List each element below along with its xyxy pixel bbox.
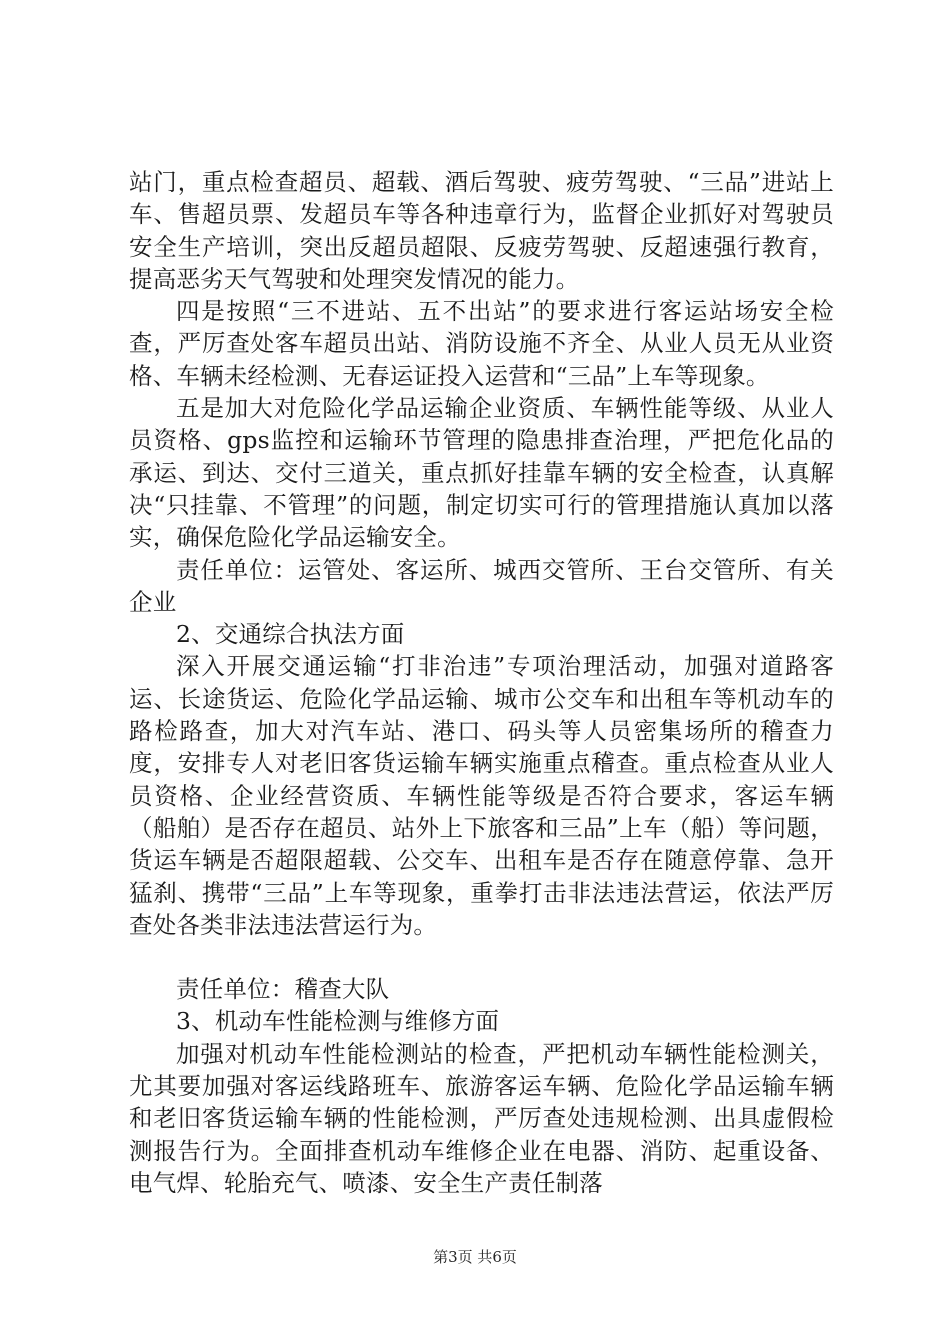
paragraph-vehicle-testing: 加强对机动车性能检测站的检查，严把机动车辆性能检测关，尤其要加强对客运线路班车、旅游客运车辆、危险化学品运输车辆和老旧客货运输车辆的性能检测，严厉查处违规检测、出具虚假检测报告行为。全面排查机动车维修企业在电器、消防、起重设备、电气焊、轮胎充气、喷漆、安全生产责任制落	[129, 1039, 834, 1197]
paragraph-responsible-units: 责任单位：运管处、客运所、城西交管所、王台交管所、有关企业	[129, 555, 834, 616]
paragraph-enforcement: 深入开展交通运输“打非治违”专项治理活动，加强对道路客运、长途货运、危险化学品运输、城市公交车和出租车等机动车的路检路查，加大对汽车站、港口、码头等人员密集场所的稽查力度，安排专人对老旧客货运输车辆实施重点稽查。重点检查从业人员资格、企业经营资质、车辆性能等级是否符合要求，客运车辆（船舶）是否存在超员、站外上下旅客和三品”上车（船）等问题，货运车辆是否超限超载、公交车、出租车是否存在随意停靠、急开猛刹、携带“三品”上车等现象，重拳打击非法违法营运，依法严厉查处各类非法违法营运行为。	[129, 652, 834, 939]
section-heading-3: 3、机动车性能检测与维修方面	[176, 1007, 500, 1036]
document-body	[129, 166, 834, 1199]
paragraph-item-five: 五是加大对危险化学品运输企业资质、车辆性能等级、从业人员资格、gps监控和运输环节管理的隐患排查治理，严把危化品的承运、到达、交付三道关，重点抓好挂靠车辆的安全检查，认真解决“只挂靠、不管理”的问题，制定切实可行的管理措施认真加以落实，确保危险化学品运输安全。	[129, 394, 834, 552]
paragraph-continuation: 站门，重点检查超员、超载、酒后驾驶、疲劳驾驶、“三品”进站上车、售超员票、发超员车等各种违章行为，监督企业抓好对驾驶员安全生产培训，突出反超员超限、反疲劳驾驶、反超速强行教育，提高恶劣天气驾驶和处理突发情况的能力。	[129, 168, 834, 293]
section-heading-2: 2、交通综合执法方面	[176, 620, 405, 649]
page-number: 第3页 共6页	[433, 1248, 517, 1266]
paragraph-item-four: 四是按照“三不进站、五不出站”的要求进行客运站场安全检查，严厉查处客车超员出站、消防设施不齐全、从业人员无从业资格、车辆未经检测、无春运证投入运营和“三品”上车等现象。	[129, 297, 834, 390]
paragraph-responsible-unit-inspection: 责任单位：稽查大队	[176, 975, 390, 1004]
paragraph-spacer	[129, 941, 834, 973]
